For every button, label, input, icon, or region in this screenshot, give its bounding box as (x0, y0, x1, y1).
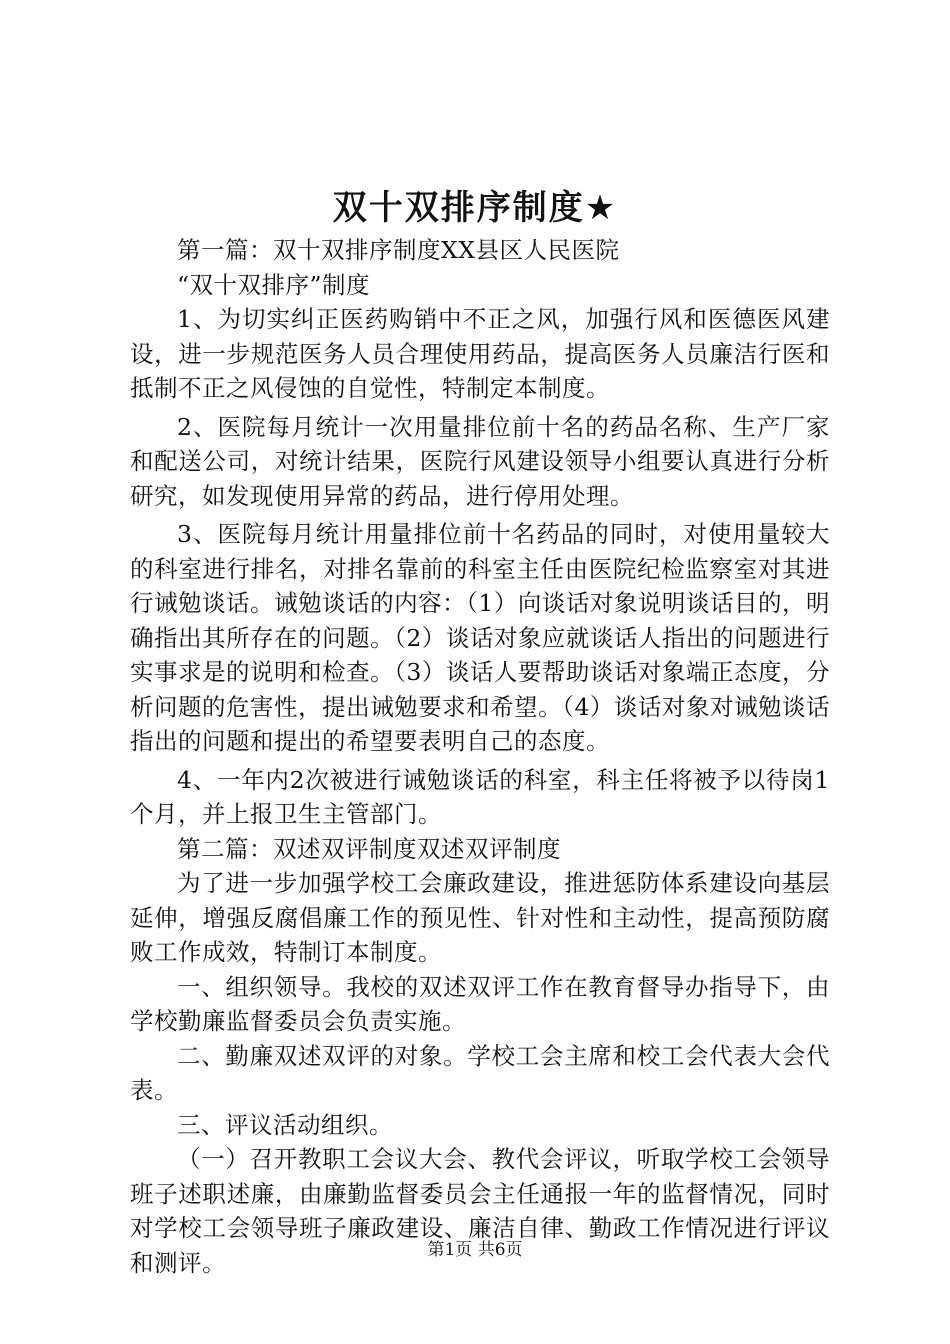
document-body (130, 233, 830, 1280)
document-title: 双十双排序制度★ (332, 188, 618, 228)
paragraph-3: 3、医院每月统计用量排位前十名药品的同时，对使用量较大的科室进行排名，对排名靠前的科室主任由医院纪检监察室对其进行诫勉谈话。诫勉谈话的内容：（1）向谈话对象说明谈话目的，明确指出其所存在的问题。（2）谈话对象应就谈话人指出的问题进行实事求是的说明和检查。（3）谈话人要帮助谈话对象端正态度，分析问题的危害性，提出诫勉要求和希望。（4）谈话对象对诫勉谈话指出的问题和提出的希望要表明自己的态度。 (130, 520, 830, 755)
paragraph-5: 为了进一步加强学校工会廉政建设，推进惩防体系建设向基层延伸，增强反腐倡廉工作的预见性、针对性和主动性，提高预防腐败工作成效，特制订本制度。 (130, 869, 830, 966)
paragraph-2: 2、医院每月统计一次用量排位前十名的药品名称、生产厂家和配送公司，对统计结果，医院行风建设领导小组要认真进行分析研究，如发现使用异常的药品，进行停用处理。 (130, 412, 830, 510)
paragraph-8: 三、评议活动组织。 (177, 1110, 393, 1139)
page-footer: 第1页 共6页 (427, 1240, 523, 1260)
subheading: “双十双排序”制度 (177, 270, 371, 299)
paragraph-9: （一）召开教职工会议大会、教代会评议，听取学校工会领导班子述职述廉，由廉勤监督委员会主任通报一年的监督情况，同时对学校工会领导班子廉政建设、廉洁自律、勤政工作情况进行评议和测评。 (130, 1145, 830, 1277)
section-heading-2: 第二篇：双述双评制度双述双评制度 (177, 834, 561, 863)
paragraph-1: 1、为切实纠正医药购销中不正之风，加强行风和医德医风建设，进一步规范医务人员合理使用药品，提高医务人员廉洁行医和抵制不正之风侵蚀的自觉性，特制定本制度。 (130, 305, 830, 402)
section-heading-1: 第一篇：双十双排序制度XX县区人民医院 (177, 236, 620, 264)
paragraph-4: 4、一年内2次被进行诫勉谈话的科室，科主任将被予以待岗1个月，并上报卫生主管部门。 (130, 765, 830, 828)
paragraph-6: 一、组织领导。我校的双述双评工作在教育督导办指导下，由学校勤廉监督委员会负责实施。 (130, 972, 830, 1035)
paragraph-7: 二、勤廉双述双评的对象。学校工会主席和校工会代表大会代表。 (130, 1041, 830, 1104)
